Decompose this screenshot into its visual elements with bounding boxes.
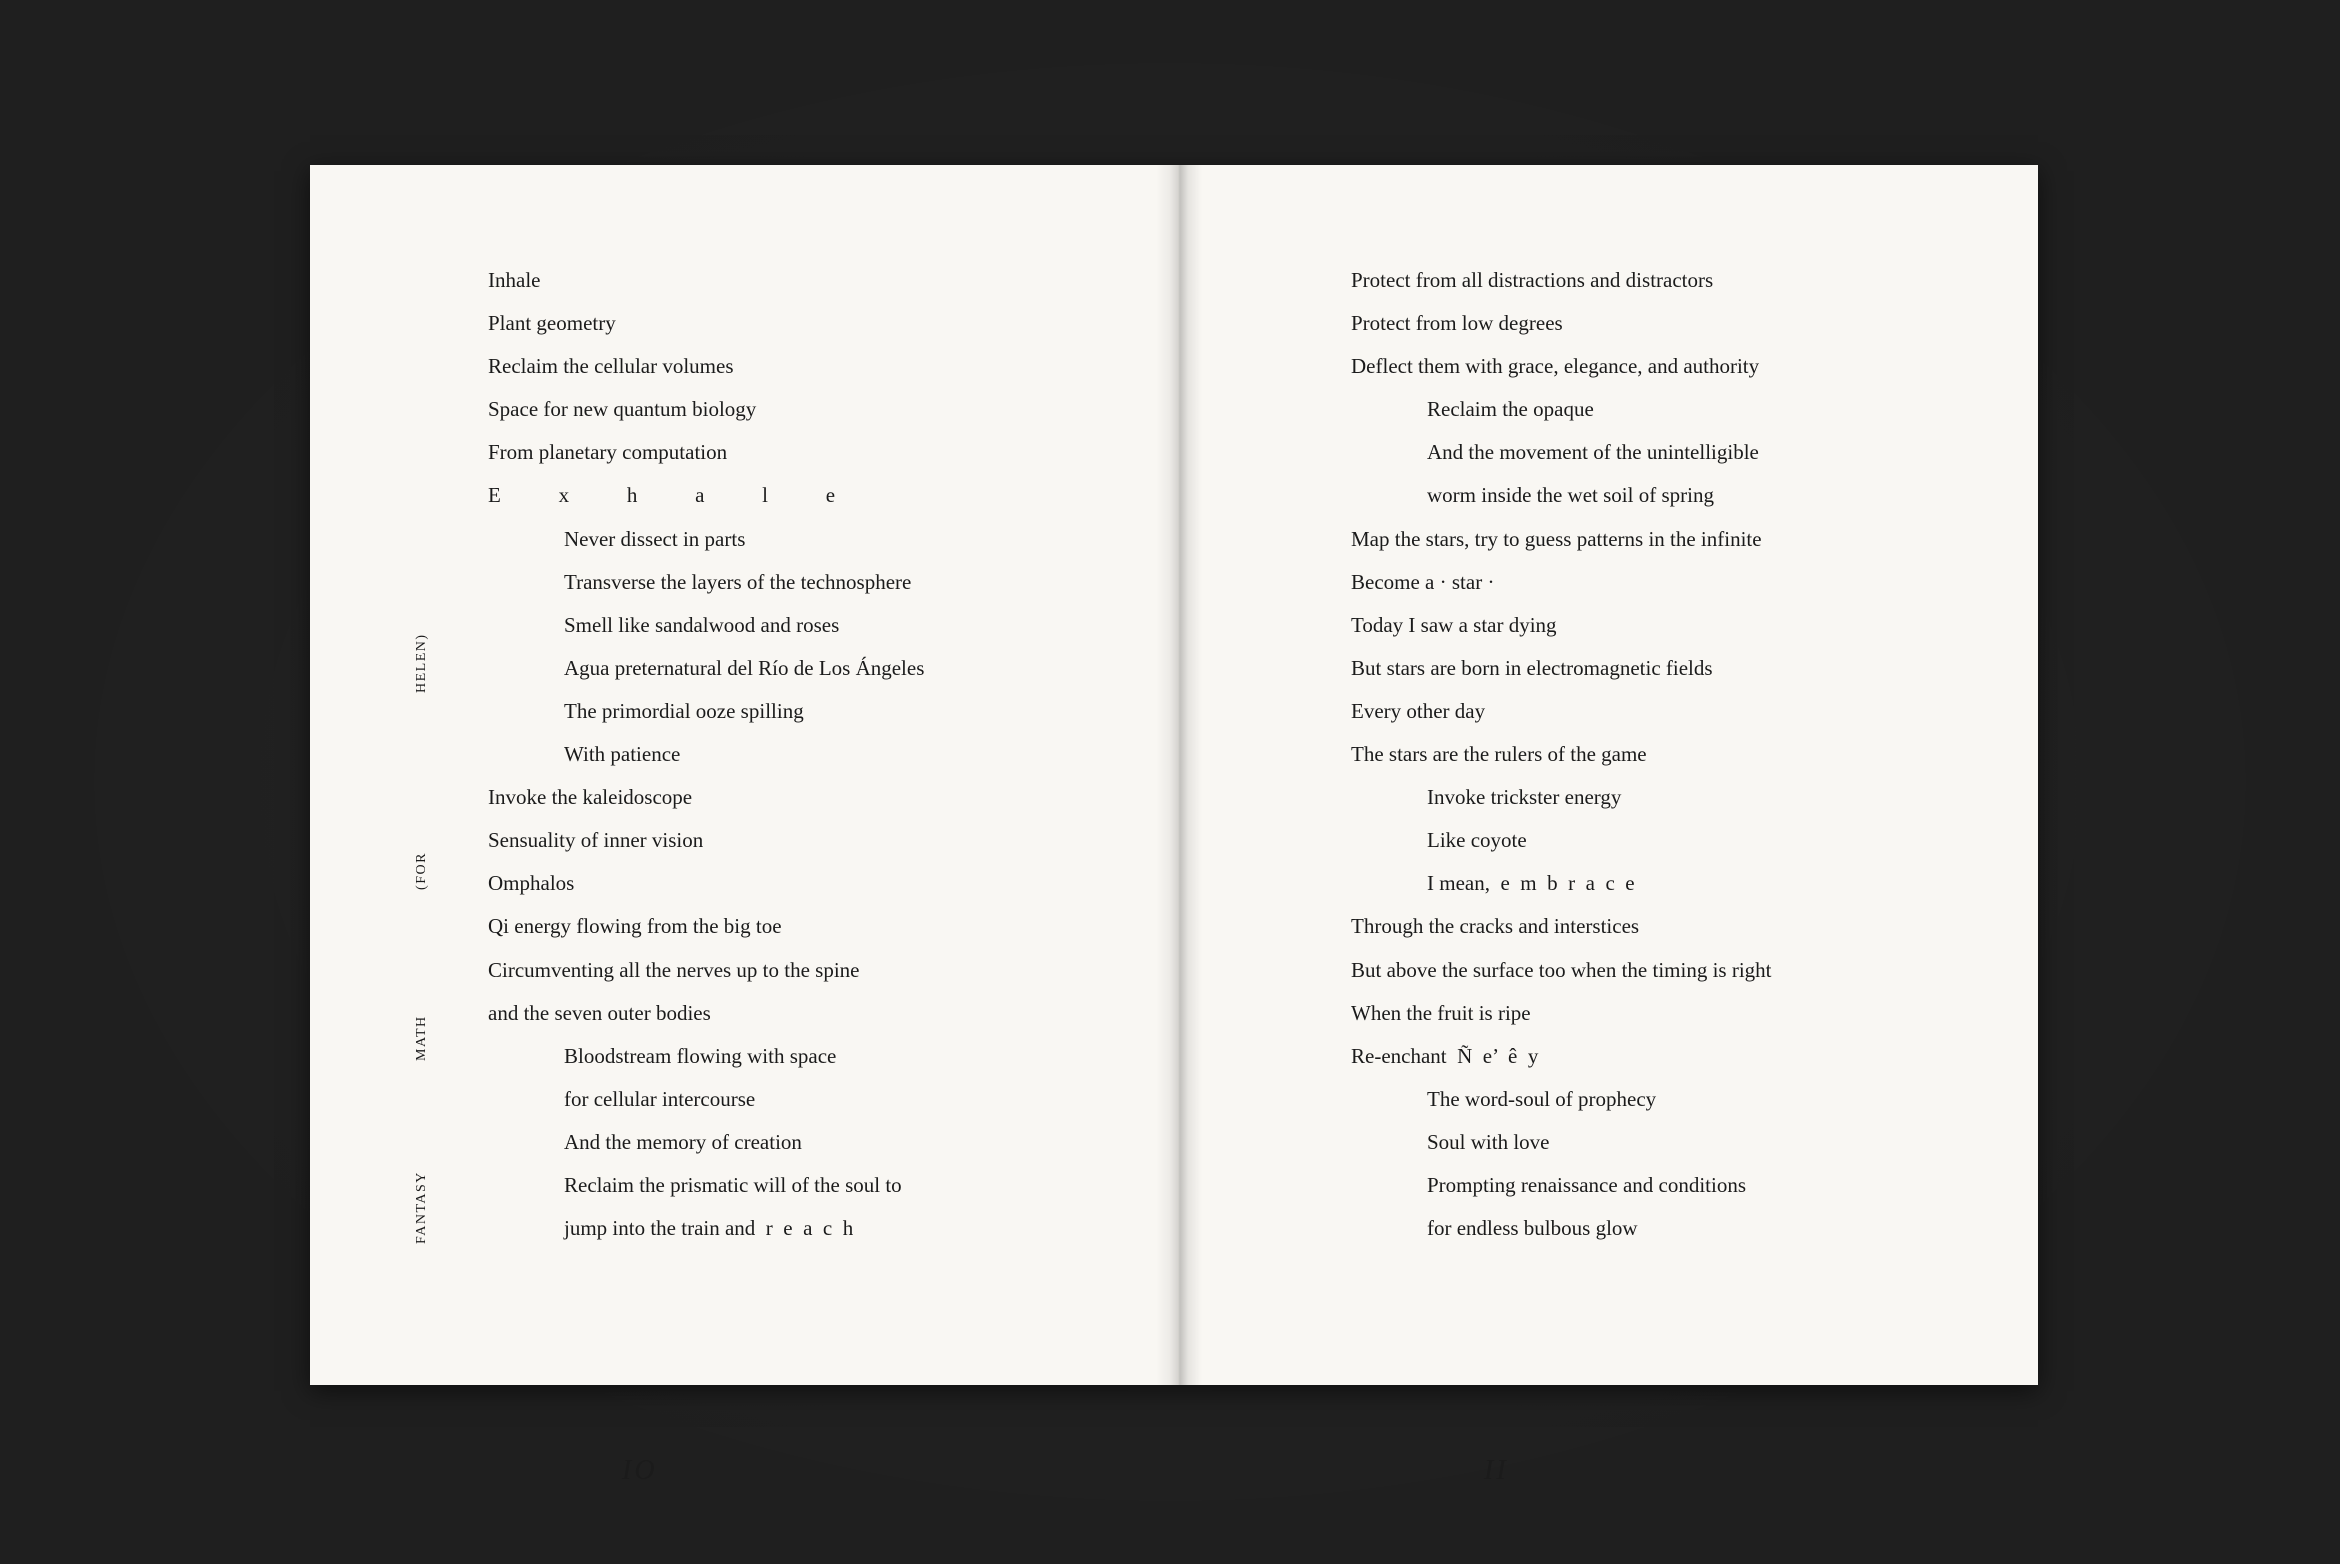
poem-line: And the movement of the unintelligible bbox=[1427, 440, 1759, 465]
poem-line: Protect from all distractions and distractors bbox=[1351, 268, 1714, 292]
poem-line: E x h a l e bbox=[488, 483, 836, 508]
poem-line: Map the stars, try to guess patterns in the infinite bbox=[1351, 526, 1762, 551]
poem-line: Invoke the kaleidoscope bbox=[488, 785, 693, 810]
poem-line: Sensuality of inner vision bbox=[488, 828, 704, 853]
poem-line: Protect from low degrees bbox=[1351, 311, 1563, 336]
poem-line: jump into the train and r e a c h bbox=[564, 1216, 854, 1241]
vertical-running-title bbox=[402, 633, 442, 1285]
poem-line: Deflect them with grace, elegance, and authority bbox=[1351, 354, 1760, 379]
poem-line: With patience bbox=[564, 742, 681, 767]
poem-line: Transverse the layers of the technosphere bbox=[564, 569, 912, 594]
running-title-word: HELEN) bbox=[414, 633, 429, 693]
poem-line: Become a · star · bbox=[1351, 569, 1495, 594]
poem-line: Reclaim the opaque bbox=[1427, 397, 1594, 422]
poem-line: Through the cracks and interstices bbox=[1351, 914, 1640, 939]
poem-line: I mean, e m b r a c e bbox=[1427, 871, 1635, 896]
poem-line: But above the surface too when the timing is right bbox=[1351, 957, 1772, 982]
poem-line: and the seven outer bodies bbox=[488, 1000, 711, 1025]
poem-line: The word-soul of prophecy bbox=[1427, 1086, 1657, 1111]
poem-line: Reclaim the prismatic will of the soul to bbox=[564, 1172, 902, 1197]
poem-line: Plant geometry bbox=[488, 311, 616, 336]
poem-line: Circumventing all the nerves up to the spine bbox=[488, 957, 860, 982]
page-number-left: IO bbox=[622, 1455, 658, 1486]
page-number-right: II bbox=[1484, 1455, 1509, 1486]
poem-line: Bloodstream flowing with space bbox=[564, 1043, 837, 1068]
poem-line: When the fruit is ripe bbox=[1351, 1000, 1531, 1025]
running-title-word: MATH bbox=[414, 1015, 429, 1061]
right-poem bbox=[1351, 259, 1772, 1250]
poem-line: Soul with love bbox=[1427, 1129, 1550, 1154]
poem-line: The stars are the rulers of the game bbox=[1351, 742, 1647, 767]
poem-line: Invoke trickster energy bbox=[1427, 785, 1622, 810]
poem-line: worm inside the wet soil of spring bbox=[1427, 483, 1714, 508]
poem-line: The primordial ooze spilling bbox=[564, 698, 804, 723]
poem-line: From planetary computation bbox=[488, 440, 728, 465]
left-poem bbox=[488, 259, 924, 1250]
poem-line: Prompting renaissance and conditions bbox=[1427, 1172, 1747, 1197]
running-title-word: (FOR bbox=[414, 852, 429, 890]
poem-line: Re-enchant Ñ e’ ê y bbox=[1351, 1043, 1539, 1068]
poem-line: for cellular intercourse bbox=[564, 1086, 756, 1111]
poem-line: Agua preternatural del Río de Los Ángeles bbox=[564, 655, 925, 680]
poem-line: Every other day bbox=[1351, 698, 1486, 723]
poem-line: Reclaim the cellular volumes bbox=[488, 354, 734, 379]
poem-line: Inhale bbox=[488, 268, 541, 292]
poem-line: And the memory of creation bbox=[564, 1129, 802, 1154]
book-spread bbox=[310, 165, 2038, 1486]
poem-line: Smell like sandalwood and roses bbox=[564, 612, 840, 637]
poem-line: Space for new quantum biology bbox=[488, 397, 757, 422]
poem-line: for endless bulbous glow bbox=[1427, 1216, 1638, 1241]
poem-line: Like coyote bbox=[1427, 828, 1527, 853]
poem-line: Omphalos bbox=[488, 871, 575, 896]
running-title-word: FANTASY bbox=[414, 1171, 429, 1244]
gutter-shadow bbox=[1156, 165, 1202, 1385]
poem-line: But stars are born in electromagnetic fields bbox=[1351, 655, 1713, 680]
poem-line: Qi energy flowing from the big toe bbox=[488, 914, 782, 939]
poem-line: Today I saw a star dying bbox=[1351, 612, 1557, 637]
poem-line: Never dissect in parts bbox=[564, 526, 746, 551]
